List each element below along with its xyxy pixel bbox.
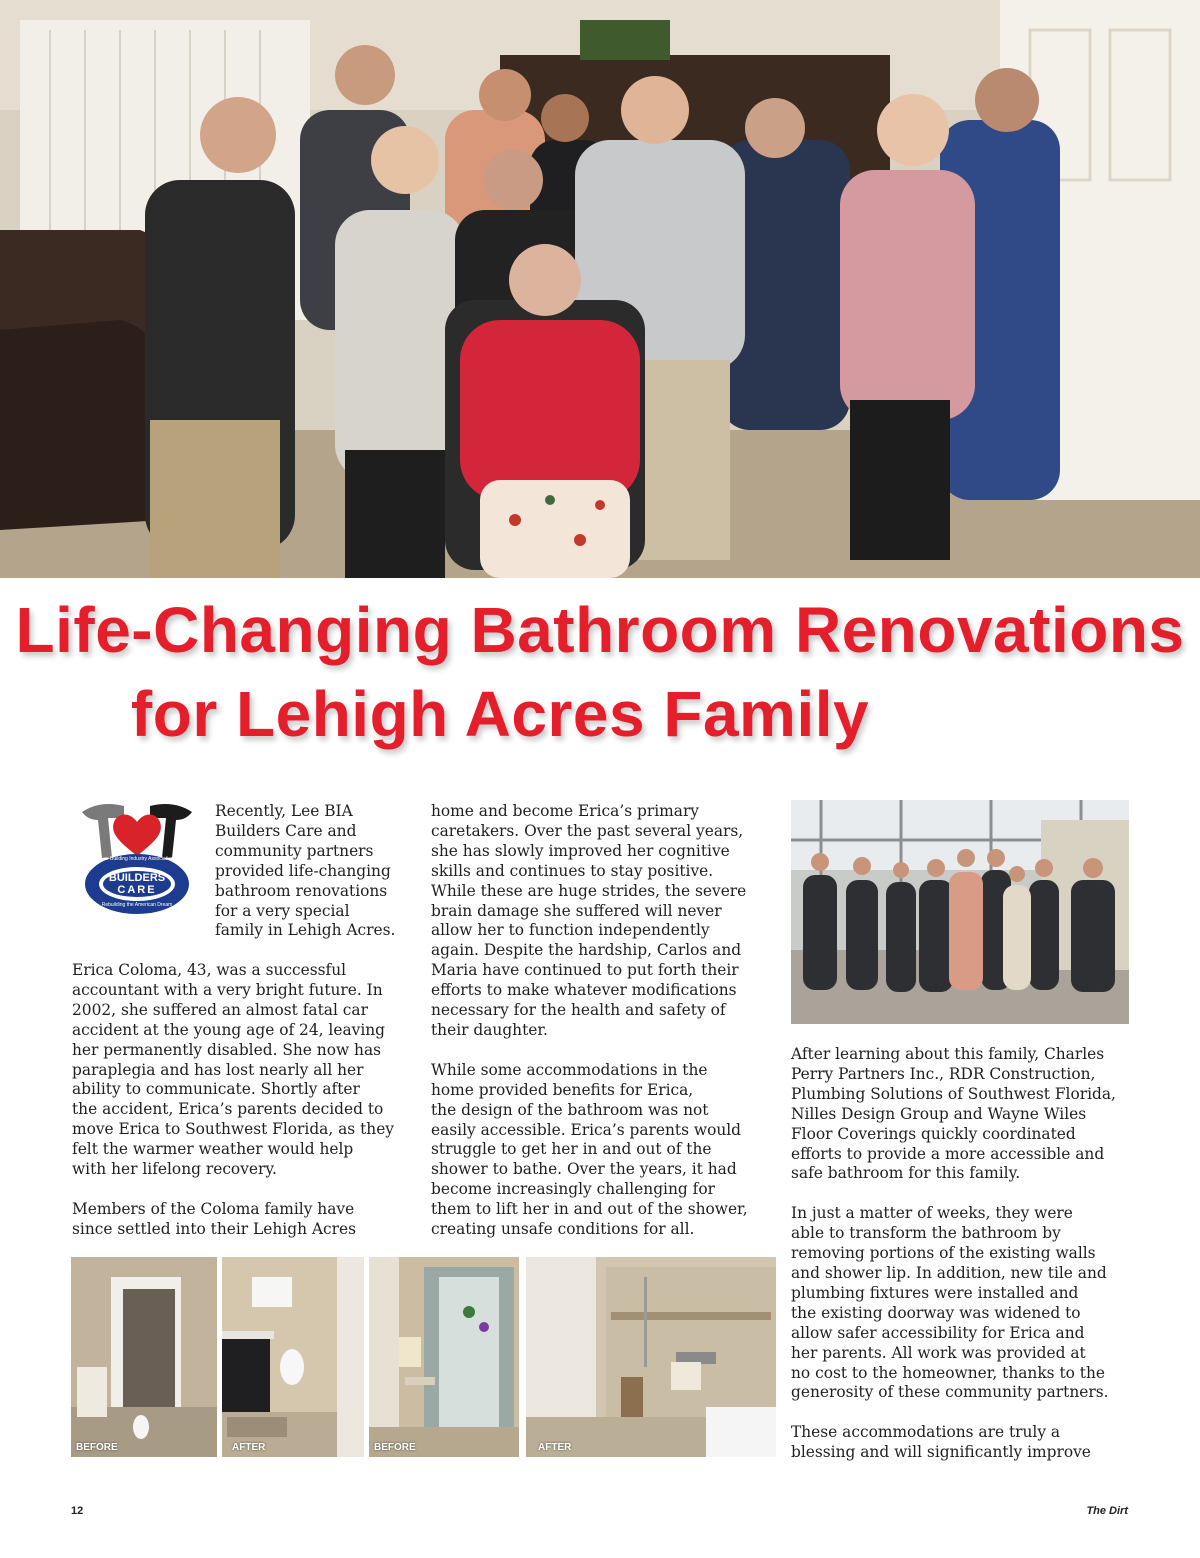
after-label-1: AFTER: [232, 1442, 266, 1453]
headline-line-2: [0, 676, 1200, 752]
team-patio-photo: [791, 800, 1129, 1024]
publication-name: The Dirt: [1086, 1505, 1128, 1517]
before-label-1: BEFORE: [76, 1442, 118, 1453]
builders-care-logo: [72, 798, 202, 918]
before-label-2: BEFORE: [374, 1442, 416, 1453]
before-photo-1: [71, 1257, 217, 1457]
logo-word-care: CARE: [117, 884, 157, 896]
article-intro: Recently, Lee BIA Builders Care and community partners provided life-changing bathroom renovations for a very special family in Lehigh Acres.: [215, 802, 396, 940]
headline-line-2-text: for Lehigh Acres Family: [130, 678, 870, 750]
logo-arc-bottom: Rebuilding the American Dream: [101, 902, 173, 908]
page-number: 12: [71, 1505, 84, 1517]
article-column-2: home and become Erica’s primary caretakers. Over the past several years, she has slowly improved her cognitive skills and continues to stay positive. While these are huge strides, the severe brain damage she suffered will never allow her to function independently again. Despite the hardship, Carlos and Maria have continued to put forth their efforts to make whatever modifications necessary for the health and safety of their daughter. While some accommodations in the home provided benefits for Erica, the design of the bathroom was not easily accessible. Erica’s parents would struggle to get her in and out of the shower to bathe. Over the years, it had become increasingly challenging for them to lift her in and out of the shower, creating unsafe conditions for all.: [431, 802, 748, 1239]
after-photo-1: [222, 1257, 364, 1457]
hero-group-photo: [0, 0, 1200, 578]
article-column-1: Erica Coloma, 43, was a successful accountant with a very bright future. In 2002, she suffered an almost fatal car accident at the young age of 24, leaving her permanently disabled. She now has paraplegia and has lost nearly all her ability to communicate. Shortly after the accident, Erica’s parents decided to move Erica to Southwest Florida, as they felt the warmer weather would help with her lifelong recovery. Members of the Coloma family have since settled into their Lehigh Acres: [72, 961, 395, 1238]
headline-line-1: Life-Changing Bathroom Renovations: [15, 594, 1185, 666]
logo-word-builders: BUILDERS: [108, 872, 166, 884]
logo-arc-top: Lee Building Industry Association: [100, 856, 174, 862]
article-column-3: After learning about this family, Charles Perry Partners Inc., RDR Construction, Plumbing Solutions of Southwest Florida, Nilles Design Group and Wayne Wiles Floor Coverings quickly coordinated efforts to provide a more accessible and safe bathroom for this family. In just a matter of weeks, they were able to transform the bathroom by removing portions of the existing walls and shower lip. In addition, new tile and plumbing fixtures were installed and the existing doorway was widened to allow safer accessibility for Erica and her parents. All work was provided at no cost to the homeowner, thanks to the generosity of these community partners. These accommodations are truly a blessing and will significantly improve: [791, 1045, 1116, 1462]
before-photo-2: [369, 1257, 519, 1457]
after-photo-2: [526, 1257, 776, 1457]
after-label-2: AFTER: [538, 1442, 572, 1453]
